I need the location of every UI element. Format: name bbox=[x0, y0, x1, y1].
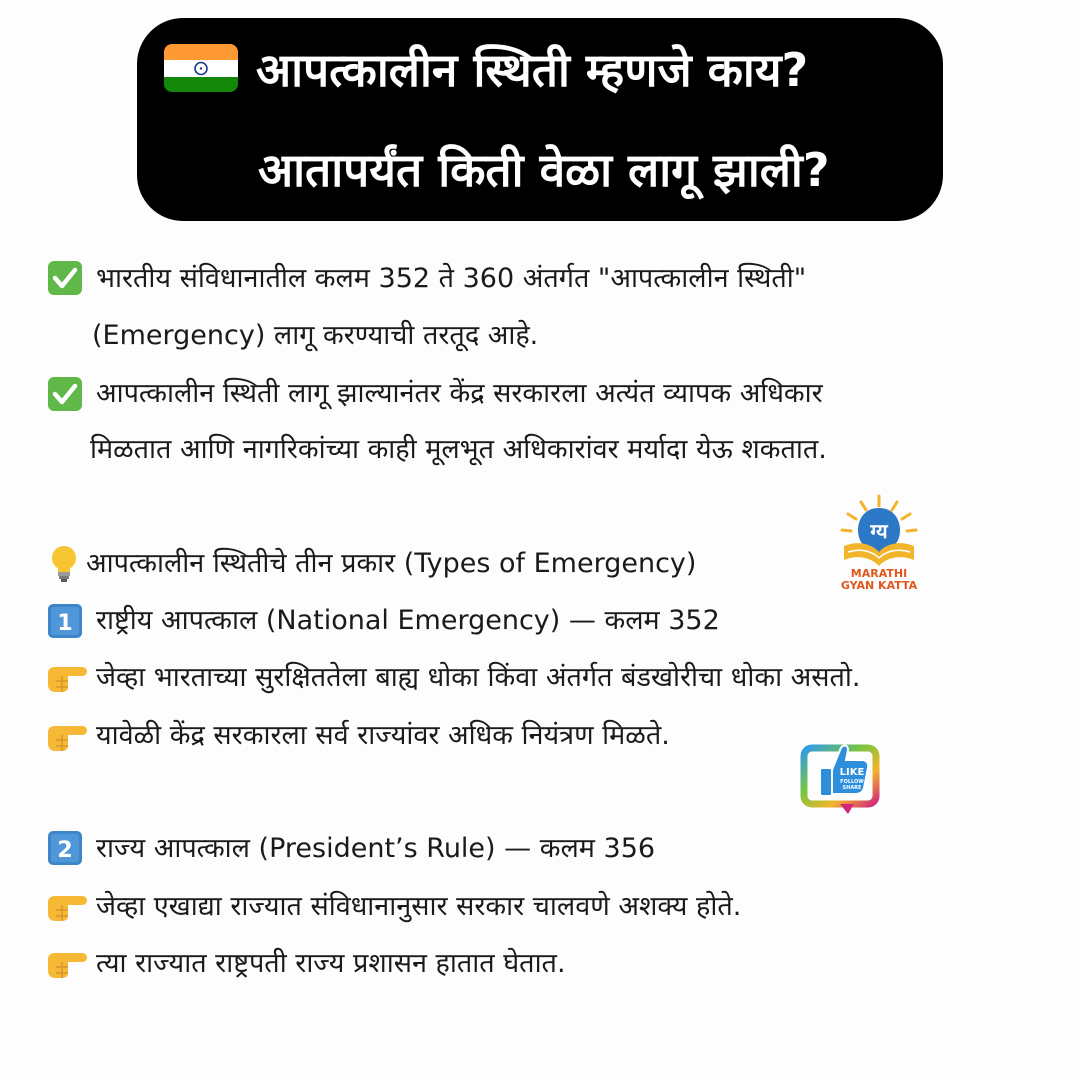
title-line-1: आपत्कालीन स्थिती म्हणजे काय? bbox=[256, 43, 809, 97]
like-follow-share-sticker bbox=[800, 730, 882, 816]
item-2-title: राज्य आपत्काल (President’s Rule) — कलम 356 bbox=[96, 833, 656, 864]
item-2-point-1: जेव्हा एखाद्या राज्यात संविधानानुसार सरकार चालवणे अशक्य होते. bbox=[96, 891, 742, 922]
sticker-follow-text: FOLLOW bbox=[840, 779, 864, 785]
keycap-1-icon bbox=[47, 603, 83, 639]
item-1-point-2: यावेळी केंद्र सरकारला सर्व राज्यांवर अधिक नियंत्रण मिळते. bbox=[96, 720, 670, 751]
title-line-2: आतापर्यंत किती वेळा लागू झाली? bbox=[258, 143, 830, 197]
intro-paragraph-1-line-2: (Emergency) लागू करण्याची तरतूद आहे. bbox=[92, 320, 539, 351]
check-mark-icon bbox=[47, 260, 83, 296]
intro-paragraph-2-line-1: आपत्कालीन स्थिती लागू झाल्यानंतर केंद्र सरकारला अत्यंत व्यापक अधिकार bbox=[96, 378, 823, 409]
check-mark-icon bbox=[47, 376, 83, 412]
keycap-2-icon bbox=[47, 830, 83, 866]
keycap-1-number: 1 bbox=[57, 611, 73, 636]
item-1-point-1: जेव्हा भारताच्या सुरक्षिततेला बाह्य धोका किंवा अंतर्गत बंडखोरीचा धोका असतो. bbox=[96, 662, 861, 693]
sticker-share-text: SHARE bbox=[842, 785, 862, 791]
pointing-hand-icon bbox=[46, 947, 88, 979]
intro-paragraph-1-line-1: भारतीय संविधानातील कलम 352 ते 360 अंतर्गत "आपत्कालीन स्थिती" bbox=[96, 263, 807, 294]
pointing-hand-icon bbox=[46, 720, 88, 752]
pointing-hand-icon bbox=[46, 890, 88, 922]
types-heading: आपत्कालीन स्थितीचे तीन प्रकार (Types of Emergency) bbox=[86, 548, 697, 579]
keycap-2-number: 2 bbox=[57, 838, 73, 863]
light-bulb-icon bbox=[50, 544, 78, 584]
item-1-title: राष्ट्रीय आपत्काल (National Emergency) — कलम 352 bbox=[96, 605, 720, 636]
intro-paragraph-2-line-2: मिळतात आणि नागरिकांच्या काही मूलभूत अधिकारांवर मर्यादा येऊ शकतात. bbox=[90, 434, 827, 465]
sticker-like-text: LIKE bbox=[839, 767, 865, 778]
logo-letter: ग्य bbox=[870, 519, 888, 543]
item-2-point-2: त्या राज्यात राष्ट्रपती राज्य प्रशासन हातात घेतात. bbox=[96, 948, 566, 979]
logo-caption-line-1: MARATHI bbox=[850, 567, 908, 580]
pointing-hand-icon bbox=[46, 661, 88, 693]
logo-caption bbox=[826, 568, 932, 592]
logo-caption-line-2: GYAN KATTA bbox=[840, 579, 918, 592]
india-flag-icon bbox=[162, 42, 240, 94]
